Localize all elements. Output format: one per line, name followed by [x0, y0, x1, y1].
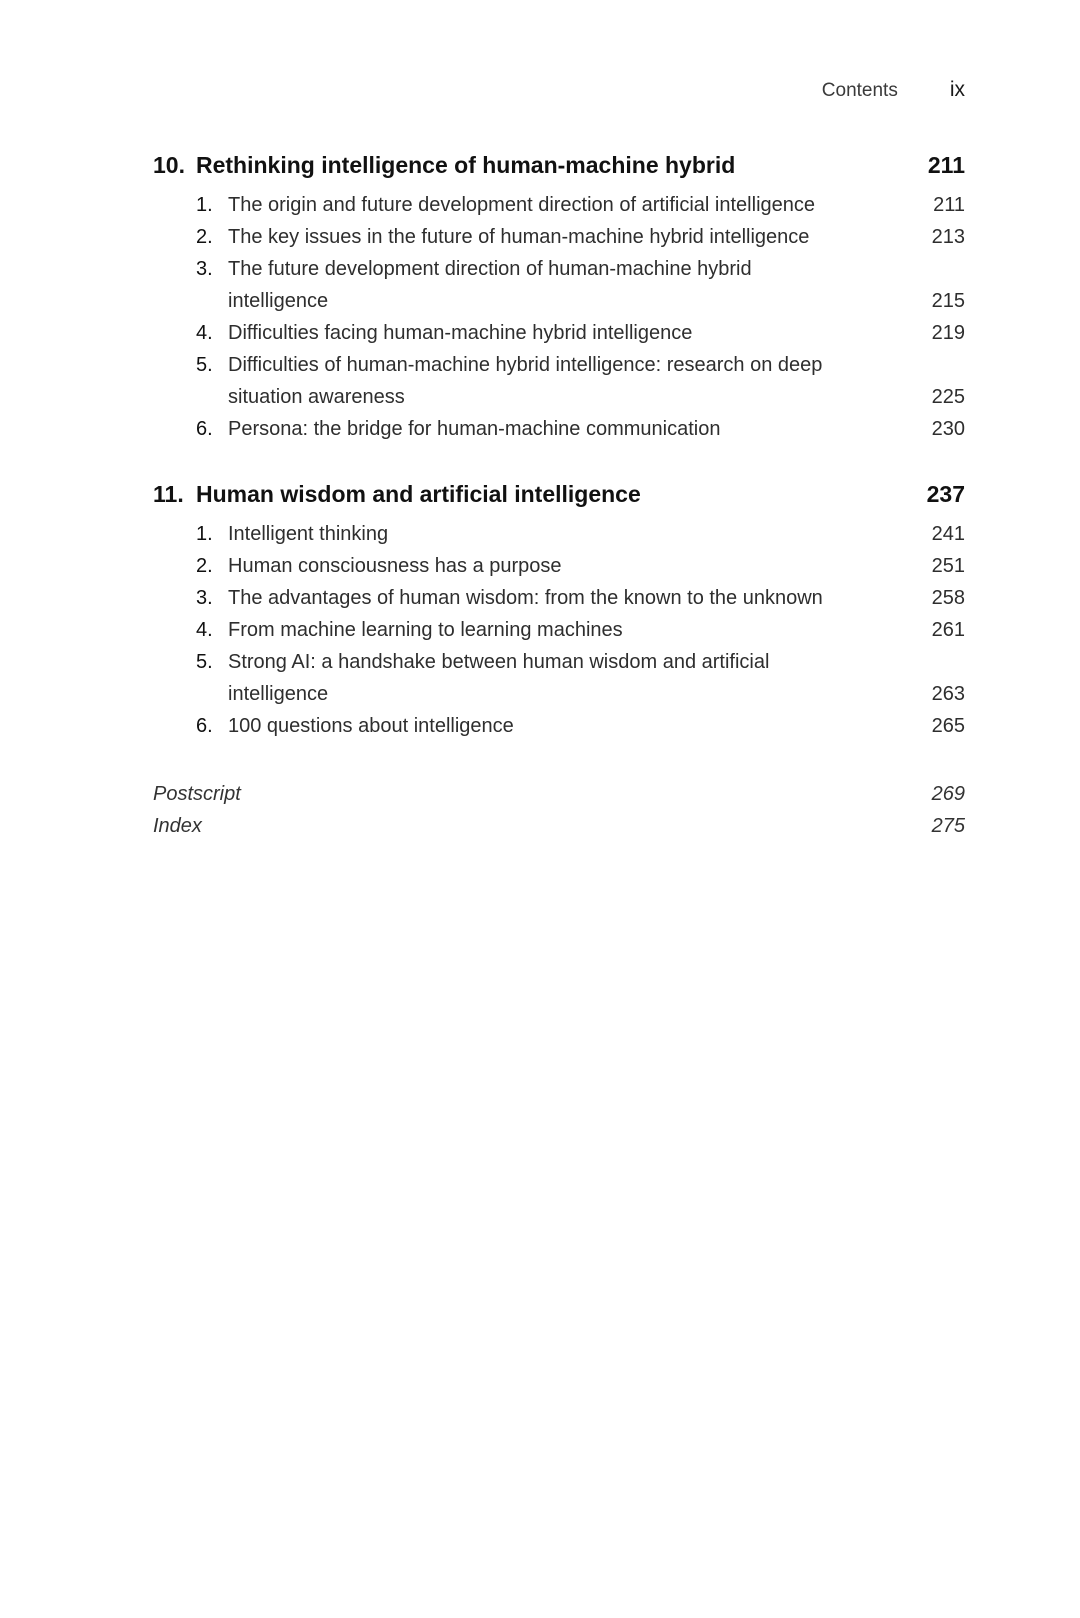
- section-number: 5.: [196, 651, 213, 673]
- section-page-number: 211: [933, 194, 965, 216]
- back-matter-title: Postscript: [153, 783, 241, 805]
- chapter-11: [153, 481, 965, 742]
- section-page-number: 230: [931, 418, 965, 440]
- running-header-title: Contents: [821, 80, 898, 101]
- toc-entry[interactable]: [153, 710, 965, 742]
- section-number: 1.: [196, 194, 213, 216]
- section-title: The future development direction of human-machine hybrid intelligence: [228, 258, 752, 312]
- section-number: 6.: [196, 418, 213, 440]
- section-title: Difficulties facing human-machine hybrid intelligence: [228, 322, 693, 344]
- section-title: Difficulties of human-machine hybrid intelligence: research on deep situation awareness: [228, 354, 823, 408]
- section-title: Human consciousness has a purpose: [228, 555, 562, 577]
- toc-entry[interactable]: [153, 189, 965, 221]
- section-number: 4.: [196, 322, 213, 344]
- section-page-number: 261: [931, 619, 965, 641]
- section-number: 1.: [196, 523, 213, 545]
- running-header: [822, 78, 965, 102]
- section-number: 4.: [196, 619, 213, 641]
- section-title: The key issues in the future of human-machine hybrid intelligence: [228, 226, 810, 248]
- chapter-10: [153, 152, 965, 445]
- section-title: The advantages of human wisdom: from the known to the unknown: [228, 587, 823, 609]
- toc-entry[interactable]: [153, 349, 965, 413]
- toc-entry[interactable]: [153, 413, 965, 445]
- back-matter: [153, 778, 965, 842]
- section-page-number: 258: [931, 587, 965, 609]
- section-title: Strong AI: a handshake between human wisdom and artificial intelligence: [228, 651, 770, 705]
- section-page-number: 213: [931, 226, 965, 248]
- chapter-title: Rethinking intelligence of human-machine hybrid: [196, 152, 736, 178]
- section-title: The origin and future development direction of artificial intelligence: [228, 194, 816, 216]
- section-number: 6.: [196, 715, 213, 737]
- toc-entry[interactable]: [153, 614, 965, 646]
- toc-entry[interactable]: [153, 646, 965, 710]
- chapter-heading[interactable]: [153, 481, 965, 515]
- chapter-page-number: 211: [927, 152, 965, 178]
- chapter-title: Human wisdom and artificial intelligence: [196, 481, 641, 507]
- toc-entry[interactable]: [153, 221, 965, 253]
- section-number: 3.: [196, 258, 213, 280]
- chapter-heading[interactable]: [153, 152, 965, 186]
- section-list: [153, 189, 965, 445]
- section-title: Intelligent thinking: [228, 523, 389, 545]
- toc-entry[interactable]: [153, 317, 965, 349]
- section-page-number: 219: [931, 322, 965, 344]
- section-page-number: 225: [931, 386, 965, 408]
- section-page-number: 215: [931, 290, 965, 312]
- section-number: 2.: [196, 226, 213, 248]
- section-list: [153, 518, 965, 742]
- toc-entry-index[interactable]: [153, 810, 965, 842]
- section-number: 2.: [196, 555, 213, 577]
- section-title: 100 questions about intelligence: [228, 715, 514, 737]
- toc-entry[interactable]: [153, 582, 965, 614]
- chapter-number: 11.: [153, 481, 184, 507]
- section-number: 3.: [196, 587, 213, 609]
- section-page-number: 251: [931, 555, 965, 577]
- chapter-number: 10.: [153, 152, 185, 178]
- table-of-contents: [153, 152, 965, 842]
- section-title: Persona: the bridge for human-machine communication: [228, 418, 721, 440]
- section-number: 5.: [196, 354, 213, 376]
- back-matter-page-number: 269: [931, 783, 965, 805]
- chapter-page-number: 237: [926, 481, 965, 507]
- toc-entry-postscript[interactable]: [153, 778, 965, 810]
- section-title: From machine learning to learning machines: [228, 619, 623, 641]
- toc-entry[interactable]: [153, 518, 965, 550]
- back-matter-title: Index: [153, 815, 202, 837]
- running-header-page-number: ix: [949, 78, 965, 101]
- toc-entry[interactable]: [153, 550, 965, 582]
- back-matter-page-number: 275: [931, 815, 965, 837]
- toc-entry[interactable]: [153, 253, 965, 317]
- section-page-number: 265: [931, 715, 965, 737]
- section-page-number: 241: [931, 523, 965, 545]
- section-page-number: 263: [931, 683, 965, 705]
